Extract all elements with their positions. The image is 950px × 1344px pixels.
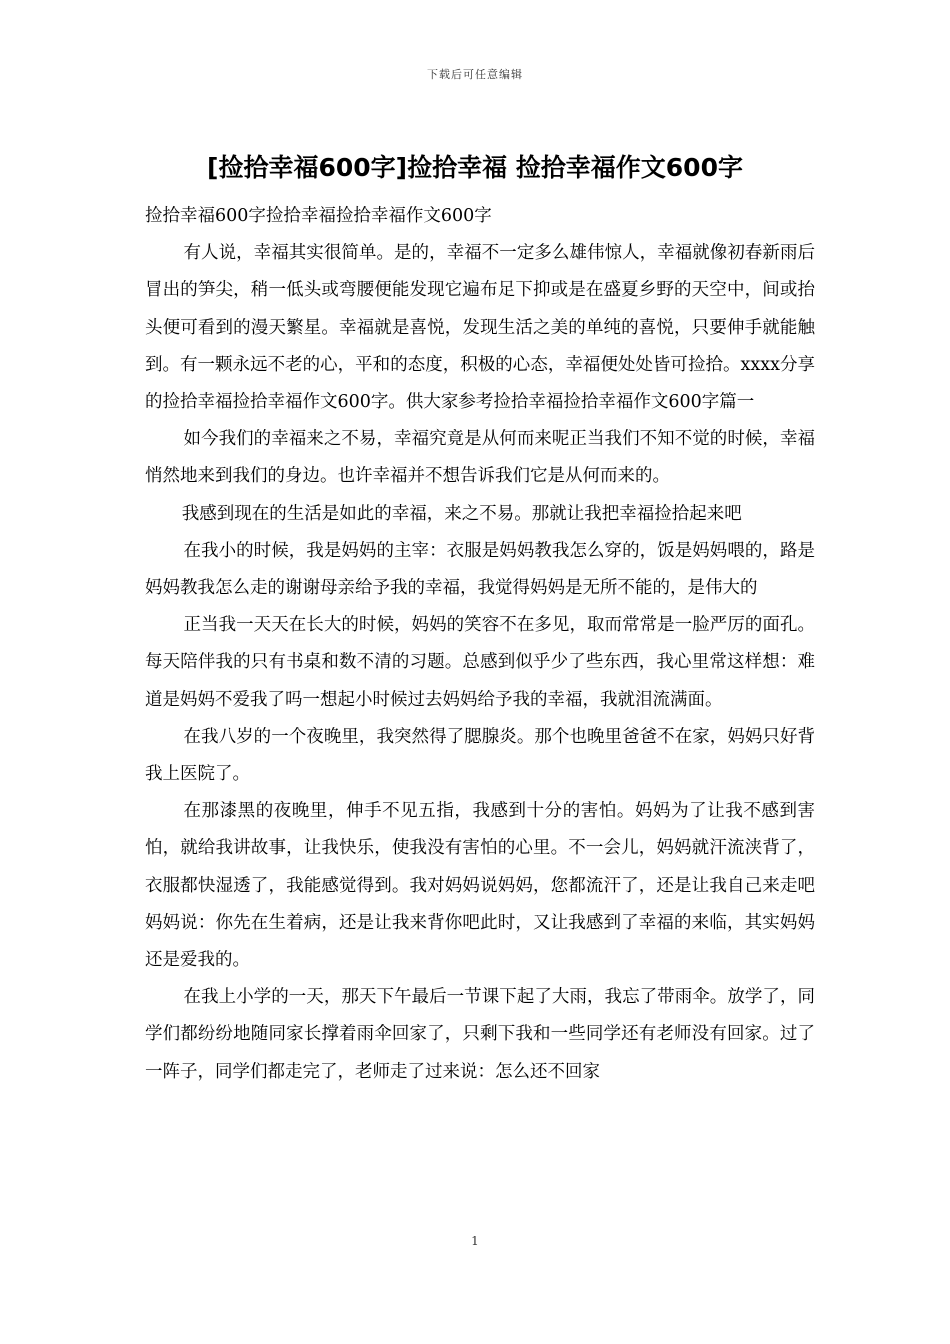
subtitle-line: 捡拾幸福600字捡拾幸福捡拾幸福作文600字	[145, 206, 492, 226]
document-body	[145, 198, 815, 1091]
paragraph: 有人说，幸福其实很简单。是的，幸福不一定多么雄伟惊人，幸福就像初春新雨后冒出的笋尖，稍一低头或弯腰便能发现它遍布足下抑或是在盛夏乡野的天空中，间或抬头便可看到的漫天繁星。幸福就是喜悦，发现生活之美的单纯的喜悦，只要伸手就能触到。有一颗永远不老的心，平和的态度，积极的心态，幸福便处处皆可捡拾。xxxx分享的捡拾幸福捡拾幸福作文600字。供大家参考捡拾幸福捡拾幸福作文600字篇一	[145, 243, 815, 413]
page-number: 1	[471, 1234, 479, 1248]
paragraph: 在我小的时候，我是妈妈的主宰：衣服是妈妈教我怎么穿的，饭是妈妈喂的，路是妈妈教我怎么走的谢谢母亲给予我的幸福，我觉得妈妈是无所不能的，是伟大的	[145, 540, 815, 599]
document-title: [捡拾幸福600字]捡拾幸福 捡拾幸福作文600字	[207, 153, 743, 182]
paragraph: 在那漆黑的夜晚里，伸手不见五指，我感到十分的害怕。妈妈为了让我不感到害怕，就给我讲故事，让我快乐，使我没有害怕的心里。不一会儿，妈妈就汗流浃背了，衣服都快湿透了，我能感觉得到。我对妈妈说妈妈，您都流汗了，还是让我自己来走吧妈妈说：你先在生着病，还是让我来背你吧此时，又让我感到了幸福的来临，其实妈妈还是爱我的。	[145, 801, 815, 971]
paragraph: 正当我一天天在长大的时候，妈妈的笑容不在多见，取而常常是一脸严厉的面孔。每天陪伴我的只有书桌和数不清的习题。总感到似乎少了些东西，我心里常这样想：难道是妈妈不爱我了吗一想起小时候过去妈妈给予我的幸福，我就泪流满面。	[145, 615, 815, 710]
header-note: 下载后可任意编辑	[427, 68, 523, 81]
paragraph: 在我八岁的一个夜晚里，我突然得了腮腺炎。那个也晚里爸爸不在家，妈妈只好背我上医院了。	[145, 726, 815, 785]
paragraph: 在我上小学的一天，那天下午最后一节课下起了大雨，我忘了带雨伞。放学了，同学们都纷纷地随同家长撑着雨伞回家了，只剩下我和一些同学还有老师没有回家。过了一阵子，同学们都走完了，老师走了过来说：怎么还不回家	[145, 987, 815, 1082]
paragraph: 我感到现在的生活是如此的幸福，来之不易。那就让我把幸福捡拾起来吧	[181, 503, 742, 524]
paragraph: 如今我们的幸福来之不易，幸福究竟是从何而来呢正当我们不知不觉的时候，幸福悄然地来到我们的身边。也许幸福并不想告诉我们它是从何而来的。	[145, 429, 815, 487]
